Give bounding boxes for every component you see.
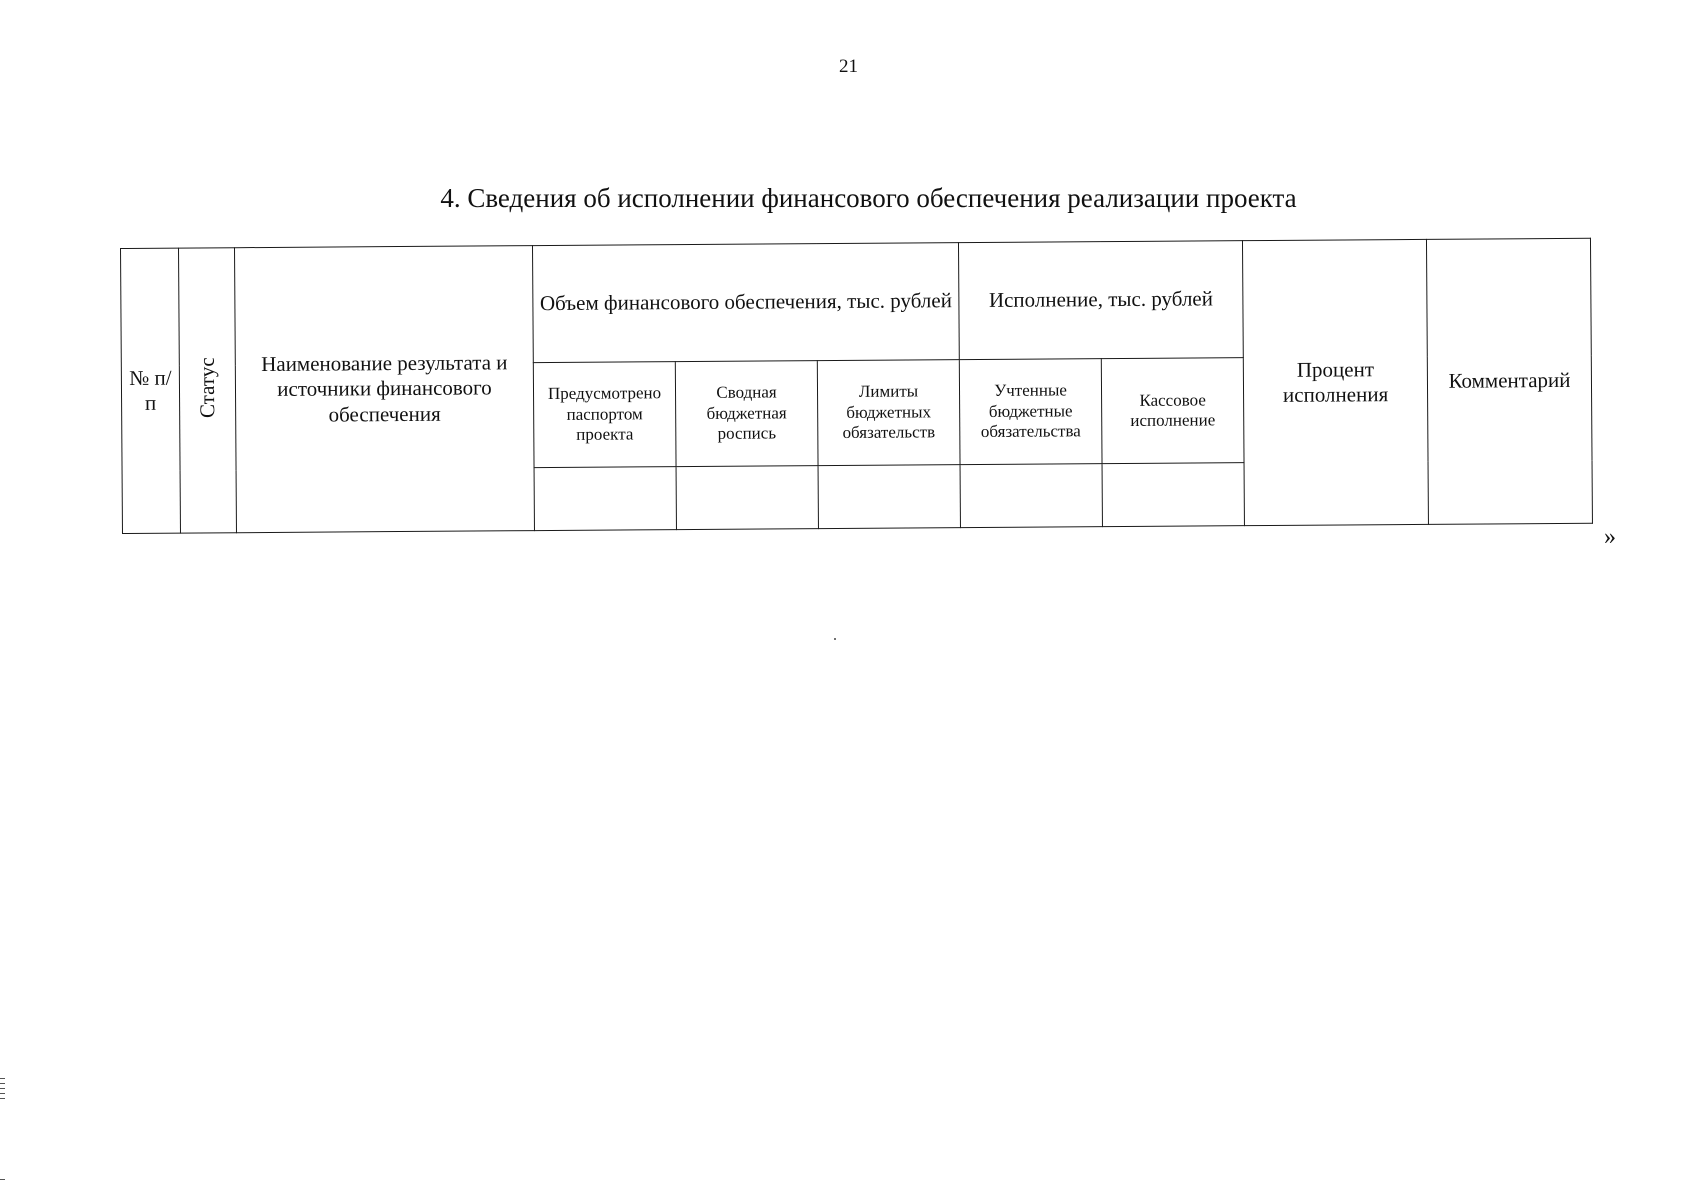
header-cash-execution-label: Кассовое исполнение <box>1130 390 1216 430</box>
header-result-name <box>235 246 535 533</box>
section-title: 4. Сведения об исполнении финансового обеспечения реализации проекта <box>440 183 1297 213</box>
header-budget-limits <box>817 360 960 466</box>
header-status-label: Статус <box>194 357 220 419</box>
header-group-volume <box>532 243 959 363</box>
cell-accounted-obligations <box>960 464 1102 528</box>
margin-mark <box>0 1093 5 1094</box>
header-cash-execution <box>1101 358 1244 464</box>
header-number-label: № п/п <box>129 365 172 415</box>
header-result-name-label: Наименование результата и источники финансового обеспечения <box>261 350 508 427</box>
financial-execution-table <box>120 238 1593 534</box>
margin-mark <box>0 1083 5 1084</box>
header-group-execution-label: Исполнение, тыс. рублей <box>988 286 1214 313</box>
financial-execution-table-wrapper <box>120 238 1592 534</box>
header-percent-label: Процент исполнения <box>1282 357 1389 407</box>
header-group-volume-label: Объем финансового обеспечения, тыс. рублей <box>539 288 952 316</box>
closing-quote: » <box>1604 524 1616 550</box>
page-number: 21 <box>839 56 858 77</box>
margin-mark <box>0 1078 5 1079</box>
cell-cash-execution <box>1102 463 1244 527</box>
scan-speck <box>834 638 836 640</box>
header-accounted-obligations-label: Учтенные бюджетные обязательства <box>980 380 1081 442</box>
cell-summary-budget <box>676 466 818 530</box>
header-budget-limits-label: Лимиты бюджетных обязательств <box>842 381 936 443</box>
cell-provided-by-passport <box>534 467 676 531</box>
header-provided-by-passport-label: Предусмотрено паспортом проекта <box>547 383 662 445</box>
header-group-execution <box>959 241 1244 360</box>
header-provided-by-passport <box>533 362 676 468</box>
margin-mark <box>0 1179 5 1180</box>
header-comment-label: Комментарий <box>1448 368 1571 394</box>
header-percent <box>1243 239 1429 525</box>
header-number <box>121 248 181 533</box>
margin-mark <box>0 1098 5 1099</box>
table-header-row-1 <box>121 238 1592 365</box>
header-accounted-obligations <box>959 359 1102 465</box>
header-summary-budget-label: Сводная бюджетная роспись <box>706 382 787 444</box>
margin-mark <box>0 1088 5 1089</box>
header-comment <box>1427 238 1593 524</box>
header-status <box>179 248 237 533</box>
header-summary-budget <box>675 361 818 467</box>
cell-budget-limits <box>818 465 960 529</box>
